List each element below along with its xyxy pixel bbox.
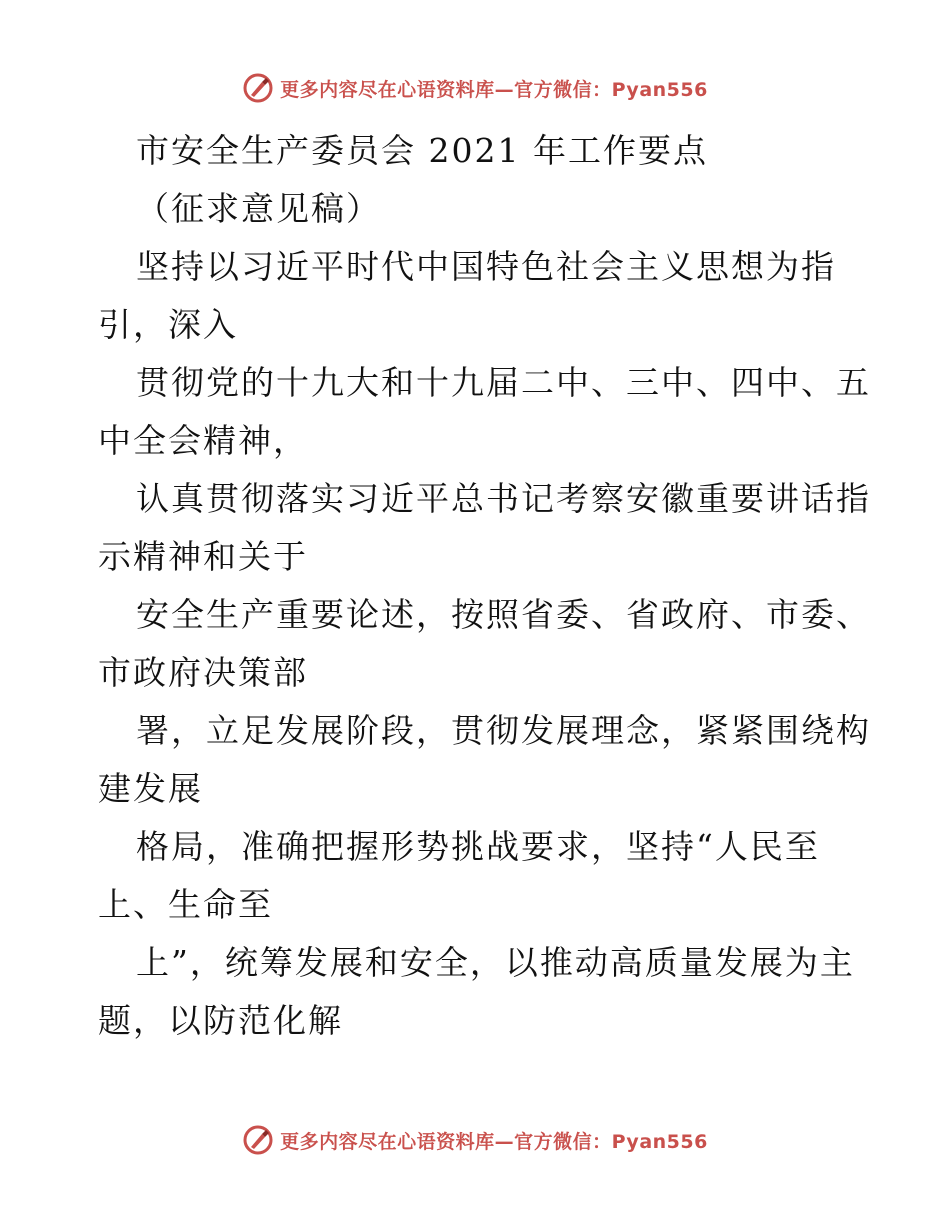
document-body xyxy=(98,122,871,1050)
body-line: 贯彻党的十九大和十九届二中、三中、四中、五 xyxy=(136,363,871,402)
body-line: 上”，统筹发展和安全，以推动高质量发展为主 xyxy=(136,943,855,982)
document-subtitle: （征求意见稿） xyxy=(136,189,381,228)
body-line: 上、生命至 xyxy=(98,885,273,924)
pen-logo-icon xyxy=(242,72,274,104)
body-line: 示精神和关于 xyxy=(98,537,308,576)
body-line: 署，立足发展阶段，贯彻发展理念，紧紧围绕构 xyxy=(136,711,871,750)
body-line: 中全会精神， xyxy=(98,421,308,460)
header-watermark xyxy=(0,72,950,104)
footer-watermark xyxy=(0,1124,950,1156)
watermark-text: 更多内容尽在心语资料库—官方微信：Pyan556 xyxy=(280,78,708,101)
body-line: 市政府决策部 xyxy=(98,653,308,692)
body-line: 格局，准确把握形势挑战要求，坚持“人民至 xyxy=(136,827,820,866)
pen-logo-icon xyxy=(242,1124,274,1156)
body-line: 认真贯彻落实习近平总书记考察安徽重要讲话指 xyxy=(136,479,871,518)
document-title: 市安全生产委员会 2021 年工作要点 xyxy=(136,131,708,170)
body-line: 坚持以习近平时代中国特色社会主义思想为指 xyxy=(136,247,836,286)
body-line: 建发展 xyxy=(98,769,203,808)
watermark-text: 更多内容尽在心语资料库—官方微信：Pyan556 xyxy=(280,1130,708,1153)
body-line: 题，以防范化解 xyxy=(98,1001,343,1040)
body-line: 引，深入 xyxy=(98,305,238,344)
body-line: 安全生产重要论述，按照省委、省政府、市委、 xyxy=(136,595,871,634)
